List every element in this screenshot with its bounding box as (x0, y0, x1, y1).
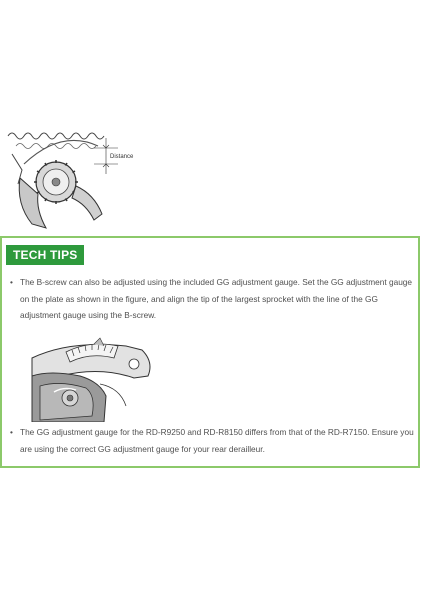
tech-tip-text: The GG adjustment gauge for the RD-R9250 and RD-R8150 differs from that of the RD-R7150. Ensure you are using the correct GG adjustment gauge for your rear derailleur. (20, 427, 414, 454)
tech-tips-box (0, 236, 420, 468)
chain-outline (8, 133, 104, 139)
chain-outline-lower (16, 144, 96, 149)
distance-label: Distance (110, 154, 134, 160)
derailleur-distance-illustration (6, 124, 166, 234)
bullet: • (10, 427, 13, 437)
tech-tips-badge: TECH TIPS (6, 245, 84, 265)
tech-tip-item (10, 274, 414, 324)
tech-tip-item (10, 424, 414, 457)
bullet: • (10, 277, 13, 287)
gg-gauge-illustration (30, 336, 158, 422)
tech-tip-text: The B-screw can also be adjusted using the included GG adjustment gauge. Set the GG adjustment gauge on the plate as shown in the figure, and align the tip of the largest sprocket with the line of the GG adjustment gauge using the B-screw. (20, 277, 413, 320)
